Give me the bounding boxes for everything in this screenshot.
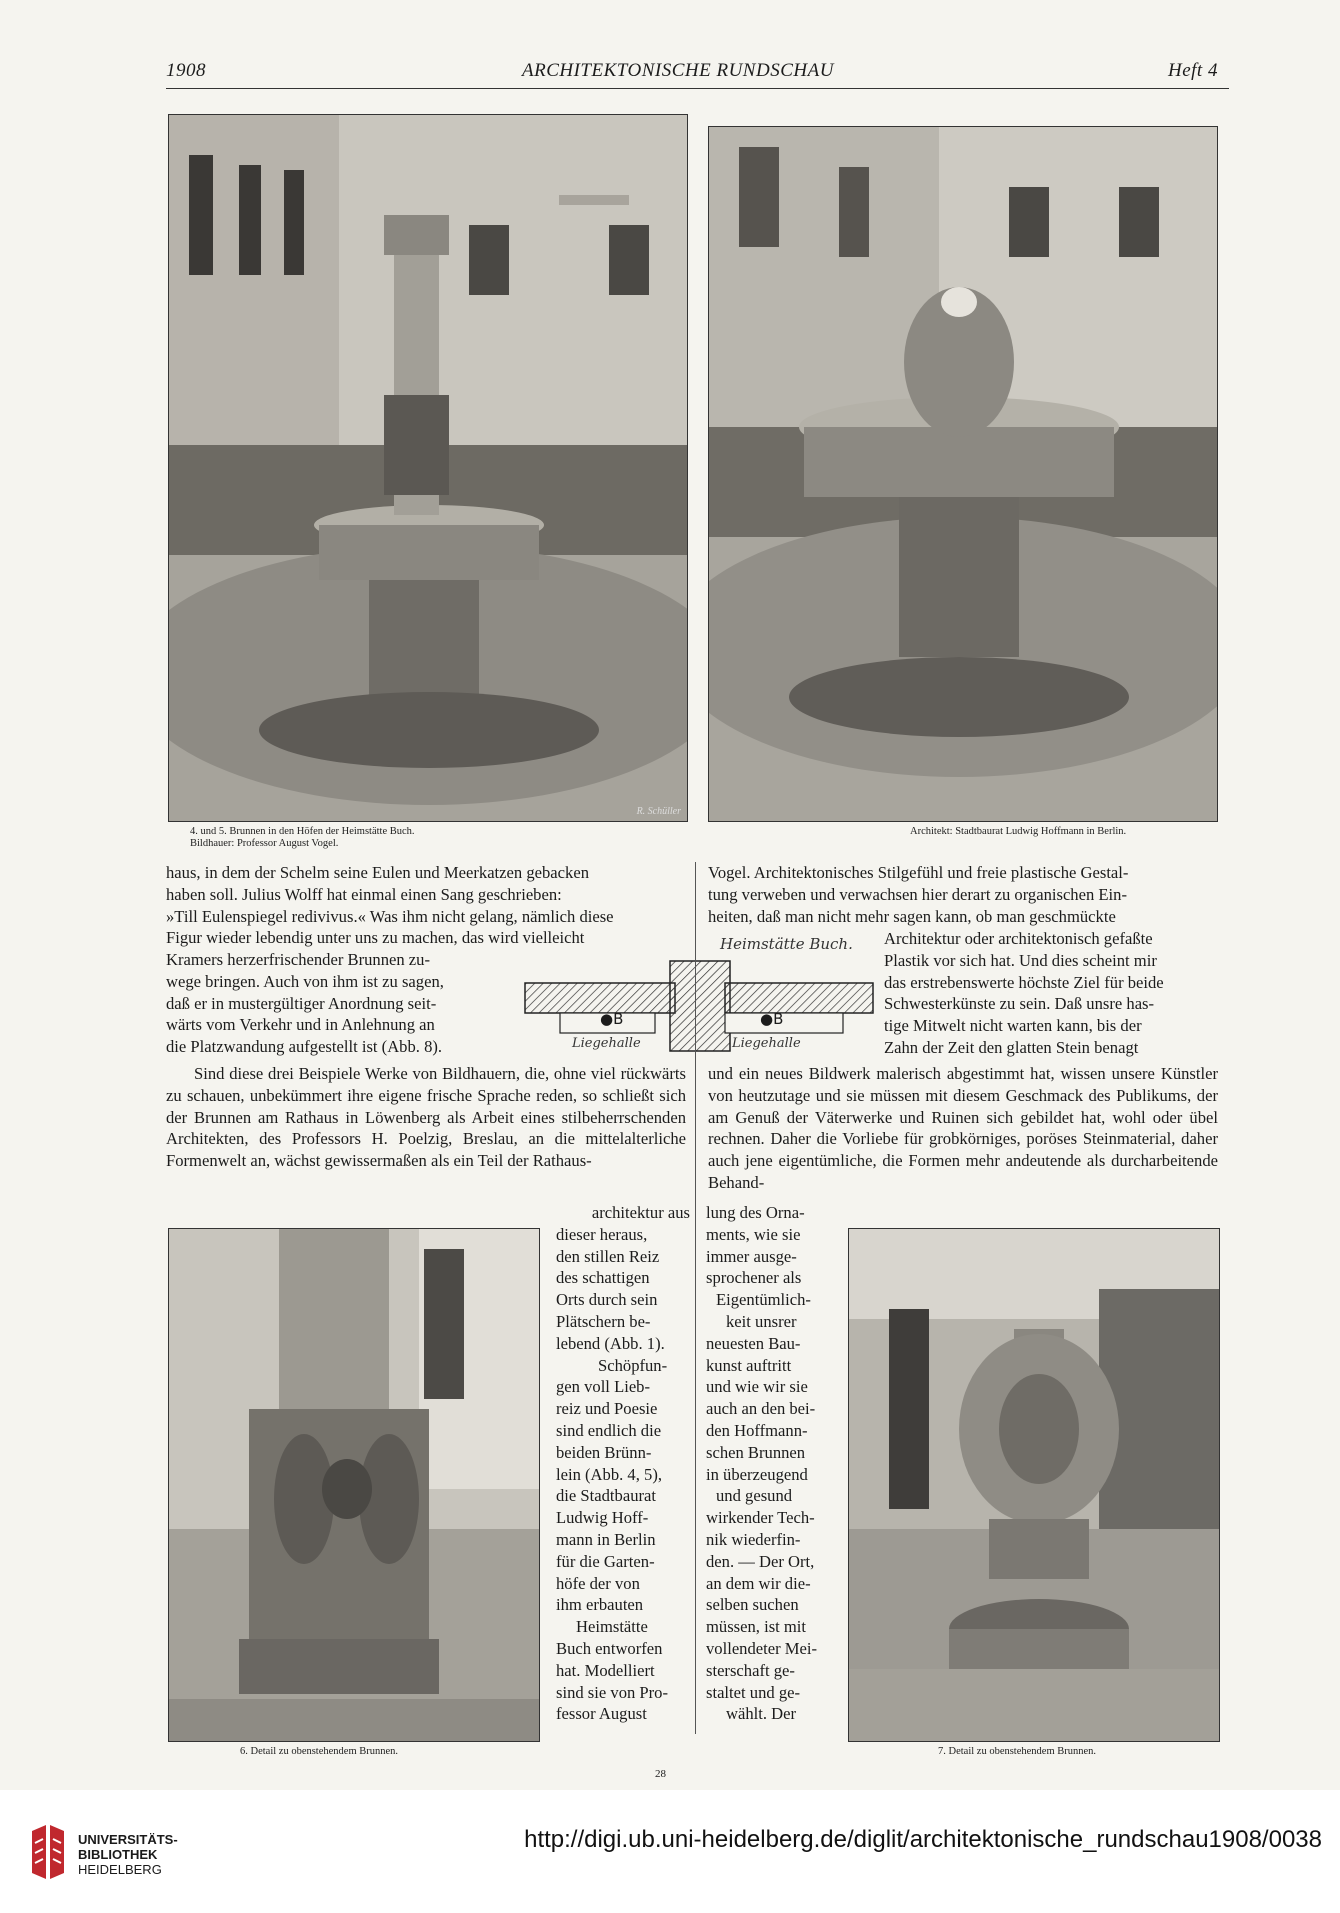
narrow-right-column: lung des Orna- ments, wie sie immer ausge- sprochener als Eigentümlich- keit unsrer neuesten Bau- kunst auftritt und wie wir sie auch an den bei- den Hoffmann- schen Brunnen in überzeugend und gesund wirkender Tech- nik wiederfin- den. — Der Ort, an dem wir die- selben suchen müssen, ist mit vollendeter Mei- sterschaft ge- staltet und ge- wählt. Der [706, 1203, 818, 1724]
header-year: 1908 [166, 60, 206, 81]
source-url-link[interactable]: http://digi.ub.uni-heidelberg.de/diglit/architektonische_rundschau1908/0038 [524, 1826, 1322, 1853]
plan-label-liegehalle-left: Liegehalle [572, 1036, 641, 1051]
caption-figures-4-5: 4. und 5. Brunnen in den Höfen der Heimstätte Buch. Bildhauer: Professor August Vogel. [190, 826, 415, 849]
right-column-paragraph: und ein neues Bildwerk malerisch abgestimmt hat, wissen unsere Künstler von heutzutage und sie müssen mit diesem Geschmack des Publikums, der am Genuß der Väterwerke und Ruinen sich gebildet hat, wohl oder übel rechnen. Daher die Vorliebe für grobkörniges, poröses Steinmaterial, daher auch jene eigentümliche, die Formen mehr andeutende als durcharbeitende Behand- [708, 1064, 1218, 1192]
left-column-beside-plan: Kramers herzerfrischender Brunnen zu- wege bringen. Auch von ihm ist zu sagen, daß er in mustergültiger Anordnung seit- wärts vom Verkehr und in Anlehnung an die Platzwandung aufgestellt ist (Abb. 8). [166, 950, 444, 1057]
plan-handwritten-title: Heimstätte Buch. [720, 935, 853, 953]
photo-column-detail [168, 1228, 540, 1742]
header-rule [166, 88, 1229, 89]
photographer-signature: R. Schüller [636, 806, 681, 817]
column-divider [695, 862, 696, 1734]
photo-fountain-left [168, 114, 688, 822]
fountain-right-illustration [709, 127, 1217, 821]
left-column-paragraph: Sind diese drei Beispiele Werke von Bildhauern, die, ohne viel rückwärts zu schauen, unbekümmert ihre eigene frische Sprache reden, so schließt sich der Brunnen am Rathaus in Löwenberg als Arbeit eines stilbeherrschenden Architekten, des Professors H. Poelzig, Breslau, an die mittelalterliche Formenwelt an, wächst gewissermaßen als ein Teil der Rathaus- [166, 1064, 686, 1171]
caption-architect: Architekt: Stadtbaurat Ludwig Hoffmann in Berlin. [910, 826, 1127, 837]
plan-marker-right: ●B [760, 1010, 784, 1028]
photo-mask-detail [848, 1228, 1220, 1742]
fountain-left-illustration [169, 115, 687, 821]
plan-label-liegehalle-right: Liegehalle [732, 1036, 801, 1051]
photo-fountain-right [708, 126, 1218, 822]
header-issue: Heft 4 [1168, 60, 1218, 81]
left-column-top-text: haus, in dem der Schelm seine Eulen und Meerkatzen gebacken haben soll. Julius Wolff hat einmal einen Sang geschrieben: »Till Eulenspiegel redivivus.« Was ihm nicht gelang, nämlich diese Figur wieder lebendig unter uns zu machen, das wird vielleicht [166, 863, 614, 948]
plan-marker-left: ●B [600, 1010, 624, 1028]
right-column-beside-plan: Architektur oder architektonisch gefaßte Plastik vor sich hat. Und dies scheint mir das erstrebenswerte höchste Ziel für beide Schwesterkünste zu sein. Daß unsre has- tige Mitwelt nicht warten kann, bis der Zahn der Zeit den glatten Stein benagt [884, 929, 1164, 1057]
narrow-left-column: architektur aus dieser heraus, den stillen Reiz des schattigen Orts durch sein Plätschern be- lebend (Abb. 1). Schöpfun- gen voll Lieb- reiz und Poesie sind endlich die beiden Brünn- lein (Abb. 4, 5), die Stadtbaurat Ludwig Hoff- mann in Berlin für die Garten- höfe der von ihm erbauten Heimstätte Buch entworfen hat. Modelliert sind sie von Pro- fessor August [556, 1203, 690, 1724]
university-logo-icon [30, 1823, 66, 1881]
library-name: UNIVERSITÄTS- BIBLIOTHEK HEIDELBERG [78, 1832, 178, 1877]
page-number: 28 [655, 1768, 666, 1780]
caption-figure-7: 7. Detail zu obenstehendem Brunnen. [938, 1746, 1097, 1757]
right-column-top-text: Vogel. Architektonisches Stilgefühl und freie plastische Gestal- tung verweben und verwachsen hier derart zu organischen Ein- heiten, daß man nicht mehr sagen kann, ob man geschmückte [708, 863, 1129, 926]
header-journal-title: ARCHITEKTONISCHE RUNDSCHAU [522, 60, 834, 81]
caption-figure-6: 6. Detail zu obenstehendem Brunnen. [240, 1746, 399, 1757]
mask-detail-illustration [849, 1229, 1219, 1741]
column-detail-illustration [169, 1229, 539, 1741]
